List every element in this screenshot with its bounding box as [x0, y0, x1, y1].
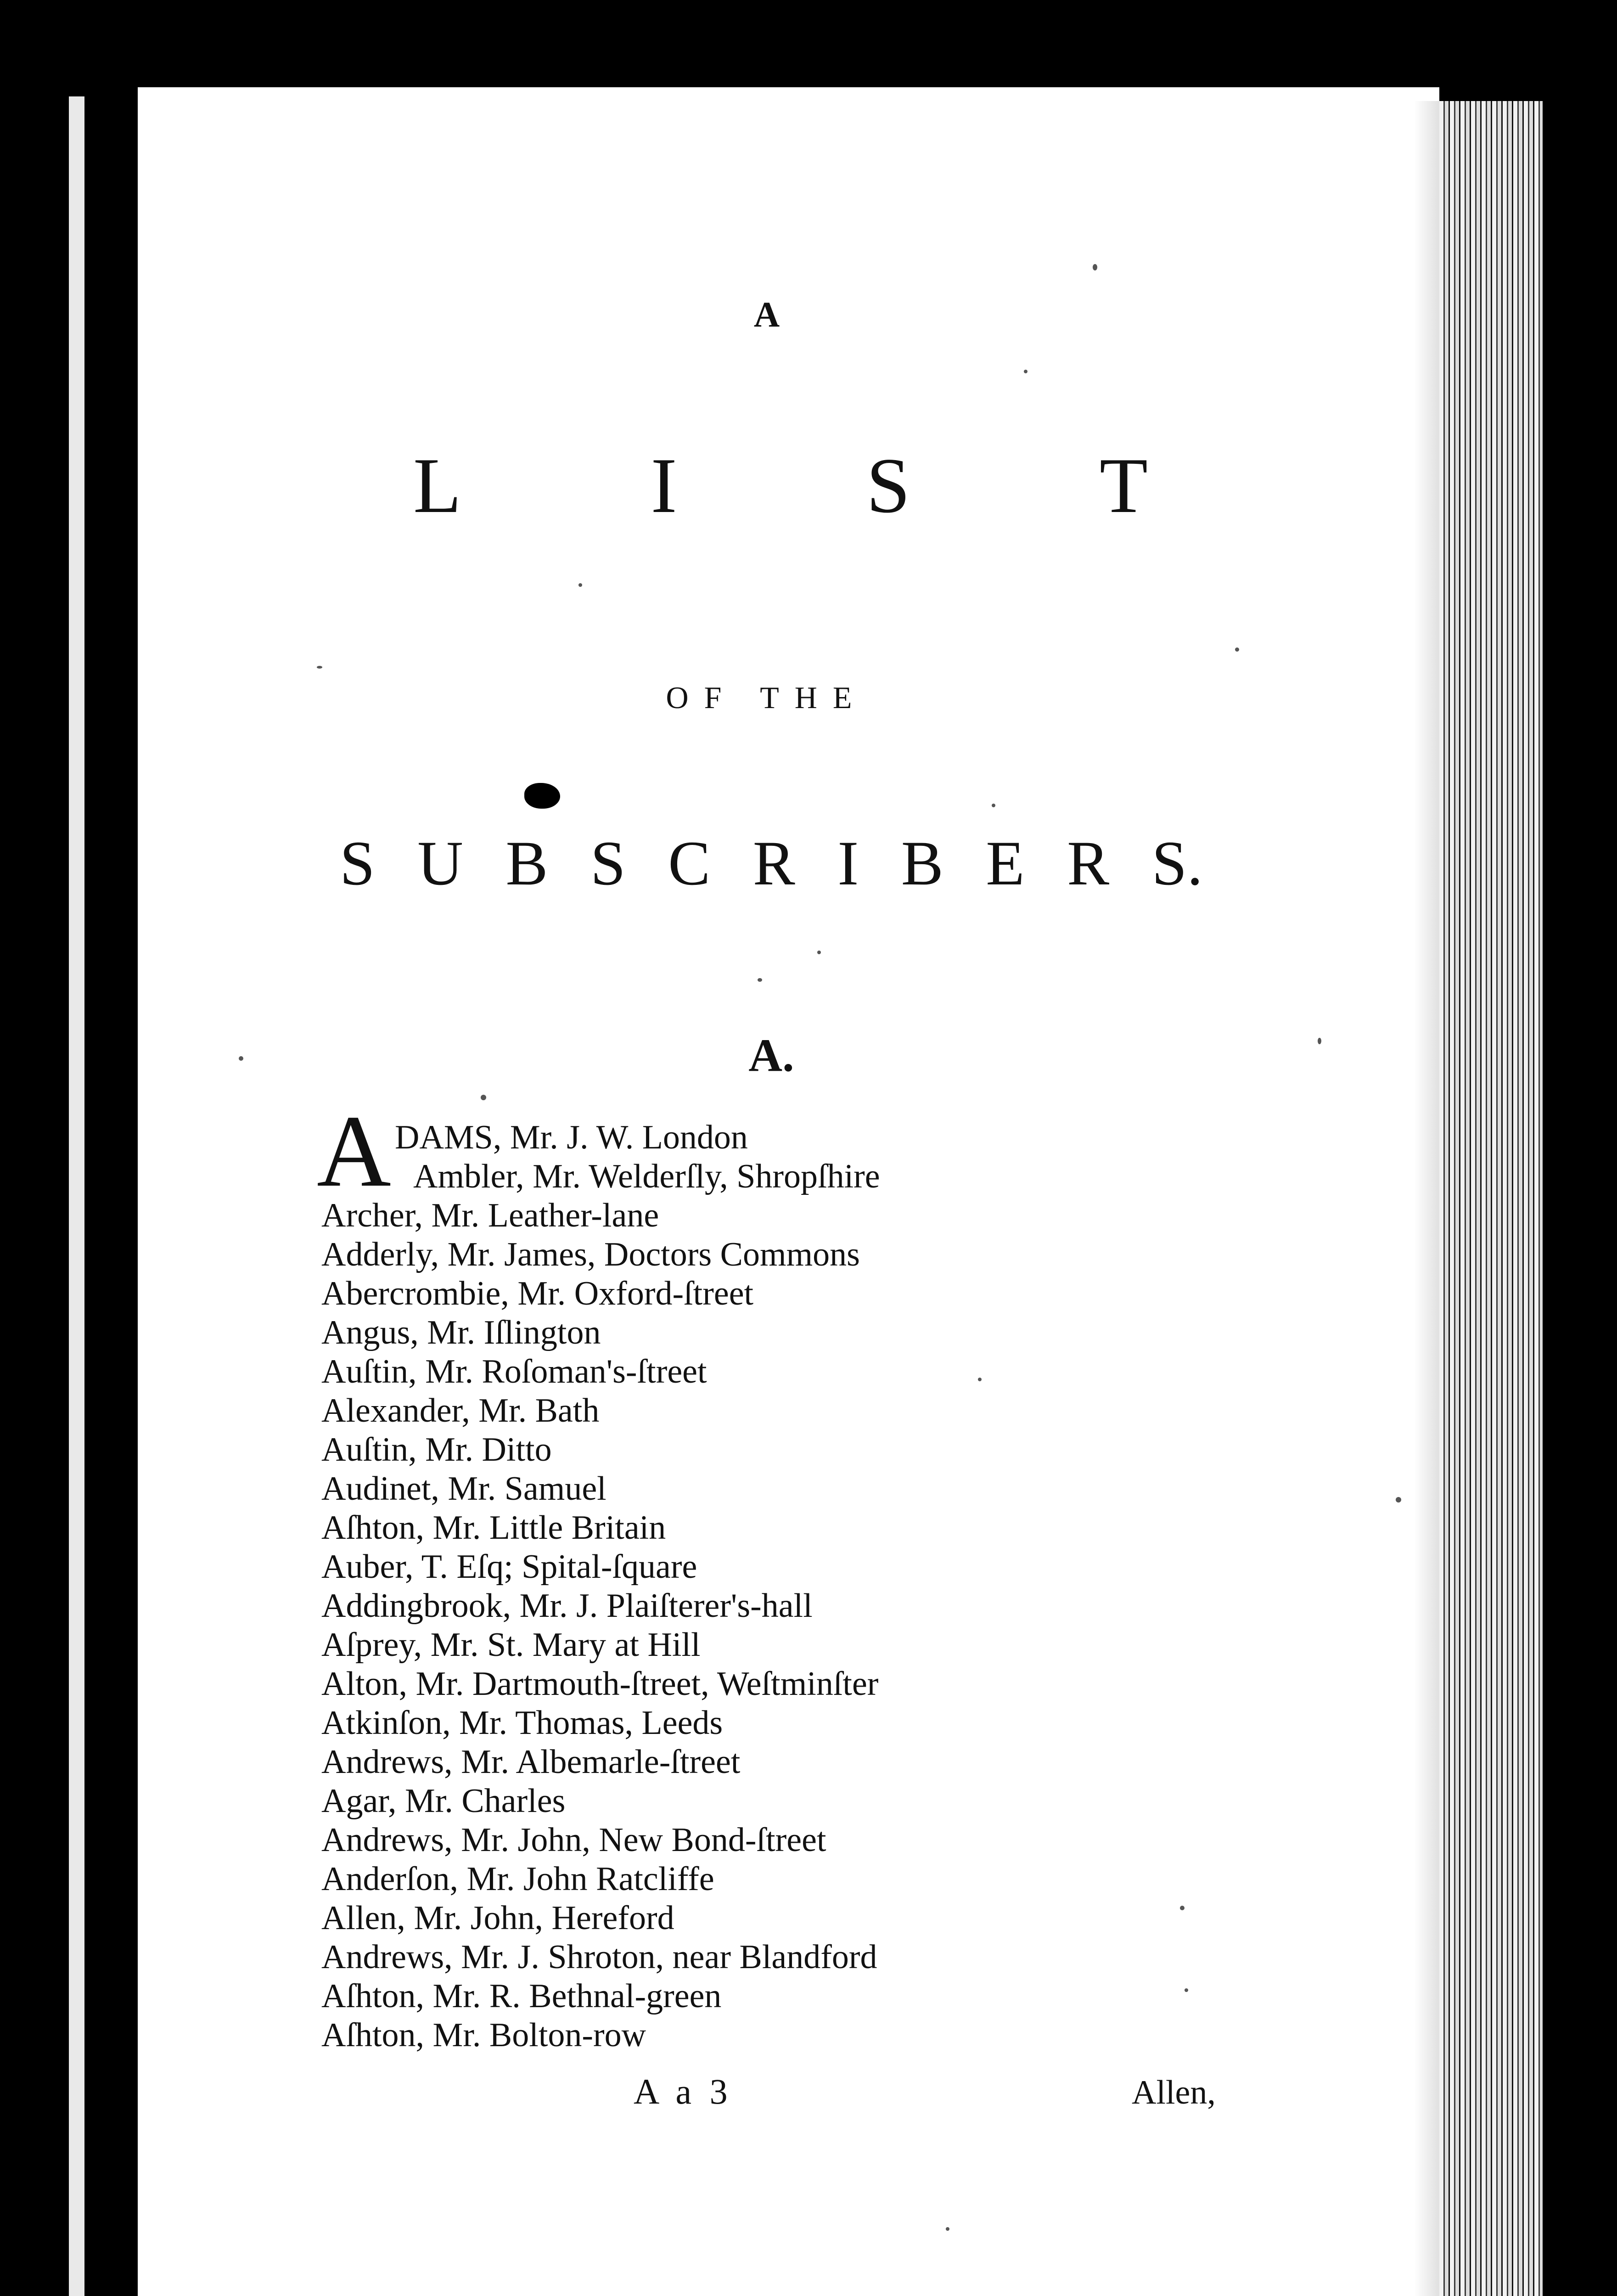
title-subscribers-letter: B [901, 828, 943, 898]
title-list [413, 441, 1148, 531]
subscriber-entry: Aſhton, Mr. Bolton-row [321, 2016, 646, 2054]
paper-speck [1093, 264, 1097, 270]
paper-speck [758, 978, 762, 982]
paper-speck [578, 583, 582, 587]
page-gutter-shade [1414, 101, 1442, 2296]
title-subscribers-letter: S [590, 828, 626, 898]
subscriber-entry: Andrews, Mr. John, New Bond-ſtreet [321, 1821, 826, 1859]
paper-speck [1185, 1988, 1188, 1992]
title-subscribers-letter: S. [1151, 828, 1203, 898]
subscriber-entry: Andrews, Mr. Albemarle-ſtreet [321, 1743, 741, 1781]
title-list-letter: S [866, 442, 910, 529]
title-subscribers-letter: R [752, 828, 795, 898]
subscriber-entry: Aſprey, Mr. St. Mary at Hill [321, 1626, 701, 1664]
title-list-letter: L [413, 442, 462, 529]
subscriber-entry: Atkinſon, Mr. Thomas, Leeds [321, 1704, 723, 1742]
subscriber-entry: Alexander, Mr. Bath [321, 1392, 600, 1429]
subscriber-entry: Alton, Mr. Dartmouth-ſtreet, Weſtminſter [321, 1665, 879, 1703]
paper-speck [978, 1378, 982, 1381]
catchword: Allen, [1132, 2074, 1216, 2111]
paper-speck [239, 1056, 243, 1061]
title-subscribers [340, 827, 1203, 900]
subscriber-entry: Agar, Mr. Charles [321, 1782, 566, 1820]
title-list-letter: I [651, 442, 677, 529]
subscriber-entry: Audinet, Mr. Samuel [321, 1470, 606, 1508]
title-subscribers-letter: S [340, 828, 375, 898]
title-subscribers-letter: U [417, 828, 463, 898]
subscriber-entry: Adderly, Mr. James, Doctors Commons [321, 1236, 860, 1273]
left-page-edge [69, 96, 84, 2296]
subscriber-entry: Addingbrook, Mr. J. Plaiſterer's-hall [321, 1587, 813, 1625]
title-subscribers-letter: R [1067, 828, 1110, 898]
subscriber-entry: Archer, Mr. Leather-lane [321, 1197, 659, 1234]
ink-blot [524, 783, 560, 809]
signature-mark: A a 3 [634, 2071, 732, 2111]
title-subscribers-letter: C [668, 828, 711, 898]
paper-speck [1024, 370, 1027, 373]
title-article: A [753, 294, 780, 334]
drop-cap: A [317, 1094, 391, 1208]
subscriber-entry: Aſhton, Mr. Little Britain [321, 1509, 666, 1547]
paper-speck [1180, 1906, 1185, 1910]
paper-speck [1235, 647, 1239, 652]
subscriber-entry: Auber, T. Eſq; Spital-ſquare [321, 1548, 697, 1586]
subscriber-entry: Aſhton, Mr. R. Bethnal-green [321, 1977, 722, 2015]
subscriber-entry: DAMS, Mr. J. W. London [395, 1119, 748, 1156]
paper-speck [481, 1095, 486, 1100]
subscriber-entry: Auſtin, Mr. Roſoman's-ſtreet [321, 1353, 707, 1390]
stacked-page-edges [1439, 101, 1543, 2296]
title-list-letter: T [1099, 442, 1148, 529]
title-subscribers-letter: B [505, 828, 548, 898]
paper-speck [992, 804, 995, 807]
paper-speck [1318, 1038, 1321, 1044]
subscriber-entry: Anderſon, Mr. John Ratcliffe [321, 1860, 714, 1898]
subscriber-entry: Andrews, Mr. J. Shroton, near Blandford [321, 1938, 877, 1976]
subscriber-entry: Abercrombie, Mr. Oxford-ſtreet [321, 1275, 754, 1312]
title-subscribers-letter: E [986, 828, 1025, 898]
paper-speck [946, 2227, 949, 2231]
subscriber-entry: Ambler, Mr. Welderſly, Shropſhire [413, 1158, 880, 1195]
paper-speck [1396, 1497, 1401, 1503]
title-of-the: OF THE [666, 680, 868, 715]
subscriber-list [321, 1118, 880, 2055]
paper-speck [317, 666, 322, 669]
subscriber-entry: Auſtin, Mr. Ditto [321, 1431, 552, 1469]
title-subscribers-letter: I [837, 828, 859, 898]
subscriber-entry: Allen, Mr. John, Hereford [321, 1899, 674, 1937]
subscriber-entry: Angus, Mr. Iſlington [321, 1314, 601, 1351]
paper-speck [817, 951, 821, 954]
section-heading: A. [748, 1030, 794, 1081]
